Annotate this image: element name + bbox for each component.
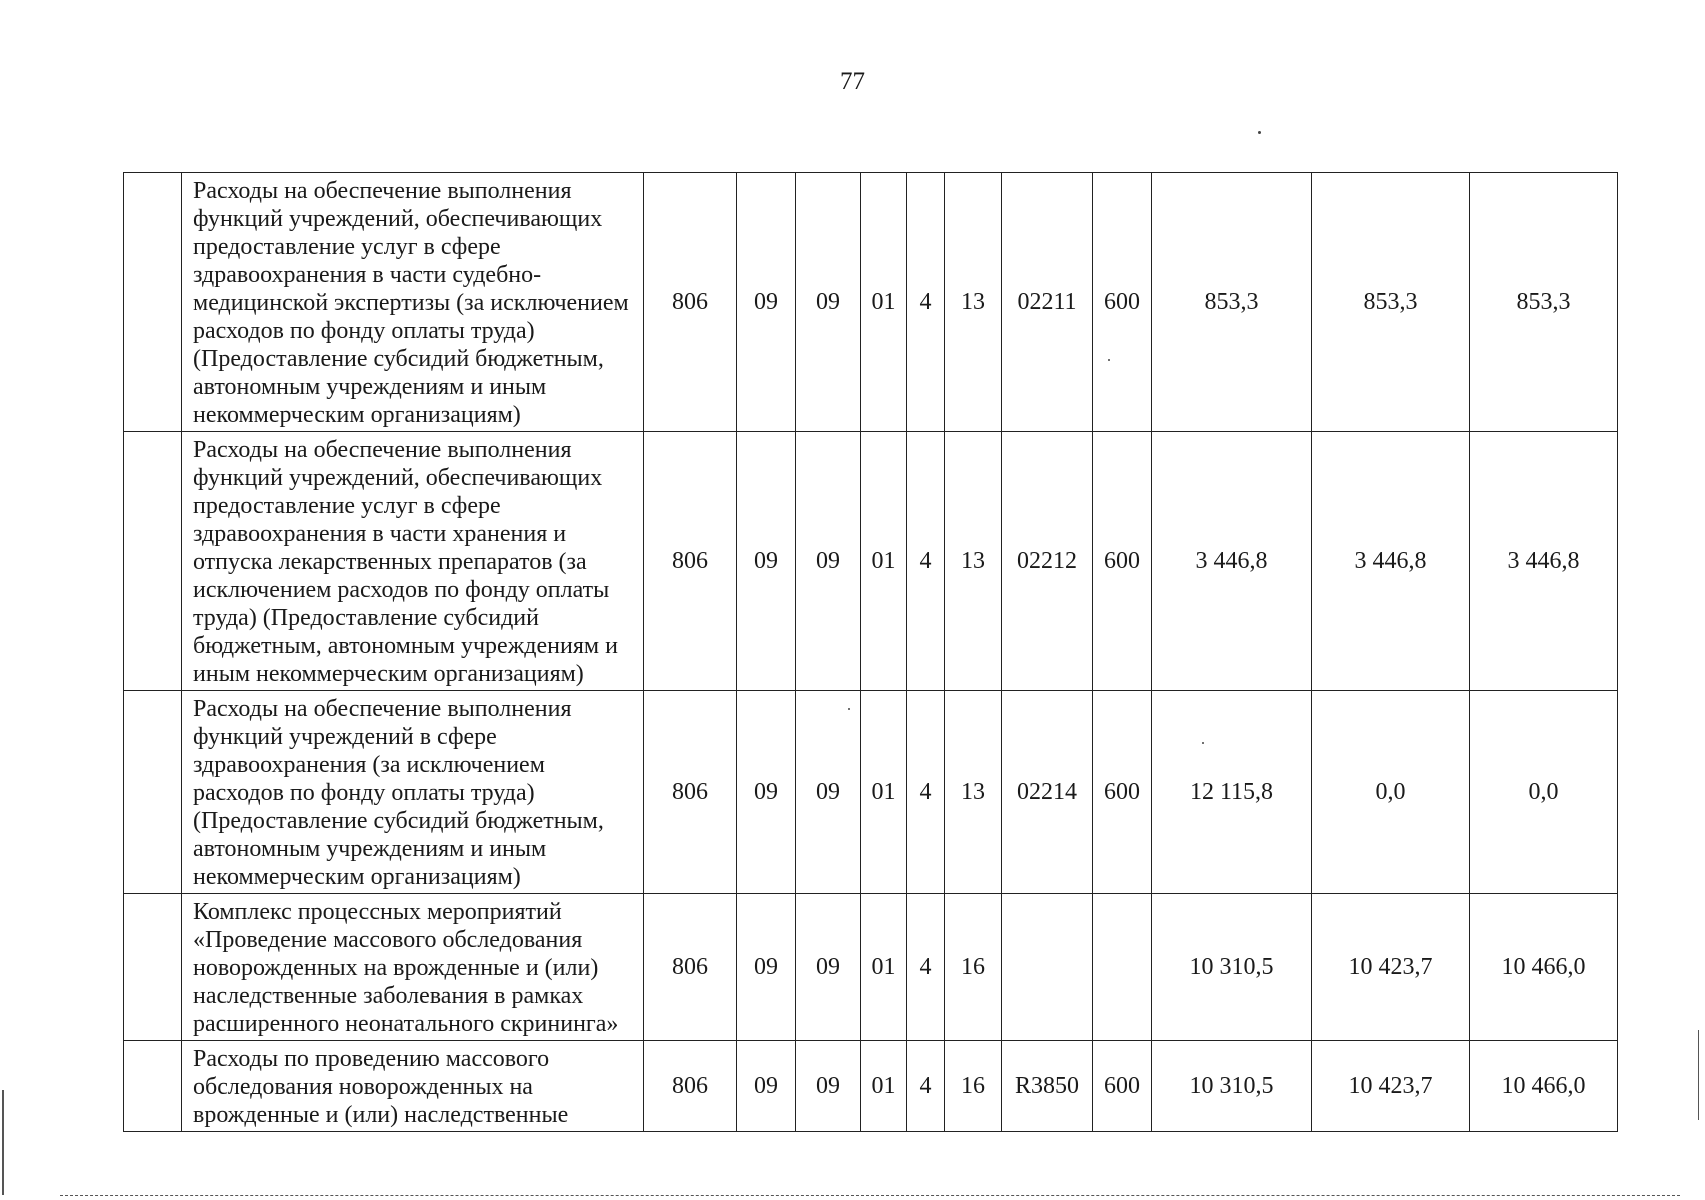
amount-year-2-cell: 10 423,7 xyxy=(1312,1041,1470,1132)
row-number-cell xyxy=(124,894,182,1041)
amount-year-2-cell: 3 446,8 xyxy=(1312,432,1470,691)
direction-cell: 02212 xyxy=(1002,432,1093,691)
table-row xyxy=(124,432,1618,691)
expense-type-cell: 600 xyxy=(1093,1041,1152,1132)
amount-year-2-cell: 0,0 xyxy=(1312,691,1470,894)
bottom-scan-rule xyxy=(60,1195,1680,1196)
amount-year-3-cell: 853,3 xyxy=(1470,173,1618,432)
amount-year-1-cell: 10 310,5 xyxy=(1152,894,1312,1041)
row-number-cell xyxy=(124,691,182,894)
budget-table xyxy=(123,172,1618,1132)
row-number-cell xyxy=(124,432,182,691)
direction-cell: R3850 xyxy=(1002,1041,1093,1132)
ved-cell: 806 xyxy=(644,691,737,894)
amount-year-3-cell: 10 466,0 xyxy=(1470,894,1618,1041)
podrazdel-cell: 09 xyxy=(796,691,861,894)
program-type-cell: 4 xyxy=(907,173,945,432)
ved-cell: 806 xyxy=(644,432,737,691)
razdel-cell: 09 xyxy=(737,691,796,894)
ved-cell: 806 xyxy=(644,894,737,1041)
podrazdel-cell: 09 xyxy=(796,1041,861,1132)
expense-type-cell xyxy=(1093,894,1152,1041)
razdel-cell: 09 xyxy=(737,432,796,691)
right-scan-edge xyxy=(1698,1030,1699,1120)
amount-year-2-cell: 853,3 xyxy=(1312,173,1470,432)
description-cell: Расходы на обеспечение выполнения функций учреждений в сфере здравоохранения (за исключением расходов по фонду оплаты труда) (Предоставление субсидий бюджетным, автономным учреждениям и иным некоммерческим организациям) xyxy=(182,691,644,894)
program-type-cell: 4 xyxy=(907,894,945,1041)
podrazdel-cell: 09 xyxy=(796,894,861,1041)
program-structure-cell: 13 xyxy=(945,173,1002,432)
expense-type-cell: 600 xyxy=(1093,173,1152,432)
ved-cell: 806 xyxy=(644,1041,737,1132)
description-cell: Расходы по проведению массового обследования новорожденных на врожденные и (или) наследственные xyxy=(182,1041,644,1132)
table-row xyxy=(124,691,1618,894)
program-cell: 01 xyxy=(861,691,907,894)
razdel-cell: 09 xyxy=(737,173,796,432)
left-scan-edge xyxy=(2,1090,4,1195)
razdel-cell: 09 xyxy=(737,1041,796,1132)
expense-type-cell: 600 xyxy=(1093,691,1152,894)
description-cell: Комплекс процессных мероприятий «Проведение массового обследования новорожденных на врожденные и (или) наследственные заболевания в рамках расширенного неонатального скрининга» xyxy=(182,894,644,1041)
page-number: 77 xyxy=(840,68,865,95)
direction-cell: 02214 xyxy=(1002,691,1093,894)
program-cell: 01 xyxy=(861,1041,907,1132)
program-structure-cell: 16 xyxy=(945,1041,1002,1132)
direction-cell xyxy=(1002,894,1093,1041)
program-type-cell: 4 xyxy=(907,691,945,894)
table-body xyxy=(124,173,1618,1132)
amount-year-3-cell: 10 466,0 xyxy=(1470,1041,1618,1132)
amount-year-3-cell: 0,0 xyxy=(1470,691,1618,894)
program-structure-cell: 13 xyxy=(945,432,1002,691)
row-number-cell xyxy=(124,173,182,432)
table-row xyxy=(124,173,1618,432)
program-cell: 01 xyxy=(861,894,907,1041)
program-structure-cell: 16 xyxy=(945,894,1002,1041)
description-cell: Расходы на обеспечение выполнения функций учреждений, обеспечивающих предоставление услуг в сфере здравоохранения в части судебно-медицинской экспертизы (за исключением расходов по фонду оплаты труда) (Предоставление субсидий бюджетным, автономным учреждениям и иным некоммерческим организациям) xyxy=(182,173,644,432)
program-type-cell: 4 xyxy=(907,1041,945,1132)
podrazdel-cell: 09 xyxy=(796,432,861,691)
amount-year-1-cell: 3 446,8 xyxy=(1152,432,1312,691)
podrazdel-cell: 09 xyxy=(796,173,861,432)
amount-year-1-cell: 853,3 xyxy=(1152,173,1312,432)
program-cell: 01 xyxy=(861,432,907,691)
razdel-cell: 09 xyxy=(737,894,796,1041)
program-cell: 01 xyxy=(861,173,907,432)
amount-year-1-cell: 12 115,8 xyxy=(1152,691,1312,894)
amount-year-2-cell: 10 423,7 xyxy=(1312,894,1470,1041)
program-type-cell: 4 xyxy=(907,432,945,691)
ved-cell: 806 xyxy=(644,173,737,432)
description-cell: Расходы на обеспечение выполнения функций учреждений, обеспечивающих предоставление услуг в сфере здравоохранения в части хранения и отпуска лекарственных препаратов (за исключением расходов по фонду оплаты труда) (Предоставление субсидий бюджетным, автономным учреждениям и иным некоммерческим организациям) xyxy=(182,432,644,691)
amount-year-3-cell: 3 446,8 xyxy=(1470,432,1618,691)
row-number-cell xyxy=(124,1041,182,1132)
scan-speck xyxy=(1258,131,1261,134)
table-row xyxy=(124,894,1618,1041)
amount-year-1-cell: 10 310,5 xyxy=(1152,1041,1312,1132)
table-row xyxy=(124,1041,1618,1132)
program-structure-cell: 13 xyxy=(945,691,1002,894)
expense-type-cell: 600 xyxy=(1093,432,1152,691)
direction-cell: 02211 xyxy=(1002,173,1093,432)
